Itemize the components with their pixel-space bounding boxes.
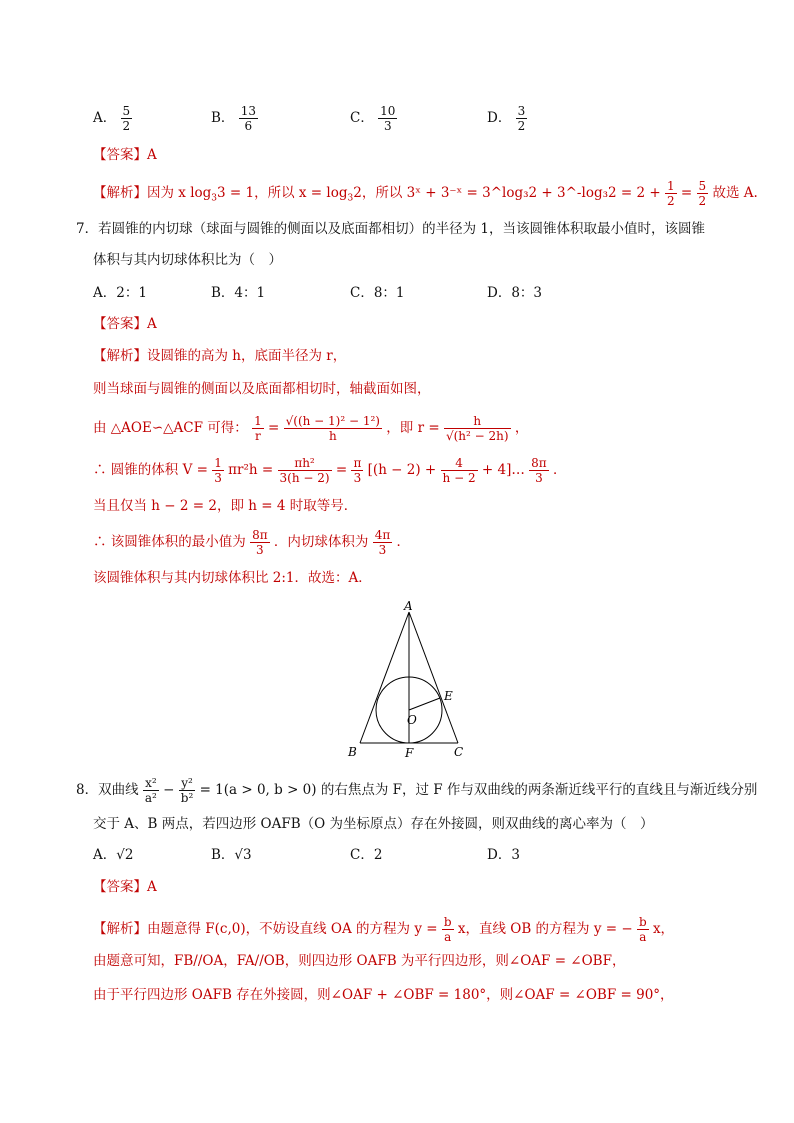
q8-stem-line2: 交于 A、B 两点，若四边形 OAFB（O 为坐标原点）存在外接圆，则双曲线的离心率为（ ） xyxy=(93,816,654,832)
q8-option-b: B．√3 xyxy=(211,847,252,863)
q7-step-2: 则当球面与圆锥的侧面以及底面都相切时，轴截面如图， xyxy=(93,381,431,397)
label-F: F xyxy=(405,746,414,760)
q7-option-b: B．4：1 xyxy=(211,285,266,301)
q8-answer: 【答案】A xyxy=(93,879,157,895)
q7-step-3: 由 △AOE∽△ACF 可得： $\frac{1}{r}$ = $\frac{\text{√((h − 1)² − 1²)}}{h}$ ，即 r = $\frac{h}{\text{√(h² − 2h)}}$ ， xyxy=(93,414,529,443)
q6-option-b: B． $\frac{13}{6}$ xyxy=(211,104,256,133)
q8-step-3: 由于平行四边形 OAFB 存在外接圆，则∠OAF + ∠OBF = 180°，则∠OAF = ∠OBF = 90°， xyxy=(93,987,674,1003)
q8-stem-line1: 8．双曲线 $\frac{\text{x²}}{\text{a²}}$ − $\frac{\text{y²}}{\text{b²}}$ = 1(a > 0, b > 0) 的右焦点为 F，过 F 作与双曲线的两条渐近线平行的直线且与渐近线分别 xyxy=(76,776,758,805)
q7-option-d: D．8：3 xyxy=(487,285,543,301)
q7-step-5: 当且仅当 h − 2 = 2，即 h = 4 时取等号． xyxy=(93,498,358,514)
q7-step-6: ∴ 该圆锥体积的最小值为 $\frac{8\pi}{3}$ ．内切球体积为 $\frac{4\pi}{3}$ ． xyxy=(93,528,411,557)
q8-option-d: D．3 xyxy=(487,847,520,863)
q7-stem-line2: 体积与其内切球体积比为（ ） xyxy=(93,252,282,268)
cone-cross-section-figure xyxy=(340,596,480,764)
label-O: O xyxy=(407,713,417,727)
q6-option-a: A． $\frac{5}{2}$ xyxy=(93,104,131,133)
q7-option-c: C．8：1 xyxy=(350,285,405,301)
radius-OE xyxy=(409,698,440,710)
q8-step-1: 【解析】由题意得 F(c,0)，不妨设直线 OA 的方程为 y = $\frac{b}{a}$ x，直线 OB 的方程为 y = − $\frac{b}{a}$ x， xyxy=(93,915,675,944)
q8-step-2: 由题意可知，FB//OA，FA//OB，则四边形 OAFB 为平行四边形，则∠OAF = ∠OBF， xyxy=(93,953,626,969)
label-B: B xyxy=(348,745,357,759)
q8-option-c: C．2 xyxy=(350,847,383,863)
q7-option-a: A．2：1 xyxy=(93,285,147,301)
q7-step-7: 该圆锥体积与其内切球体积比 2:1．故选：A． xyxy=(93,570,372,586)
q7-step-1: 【解析】设圆锥的高为 h，底面半径为 r， xyxy=(93,348,347,364)
q6-option-d: D． $\frac{3}{2}$ xyxy=(487,104,526,133)
q7-step-4: ∴ 圆锥的体积 V = $\frac{1}{3}$ πr²h = $\frac{\text{πh²}}{3(h - 2)}$ = $\frac{\pi}{3}$ [(h − 2) + $\frac{4}{h - 2}$ + 4]… $\frac{8\pi}{3}$ ． xyxy=(93,456,567,485)
q6-option-c: C． $\frac{10}{3}$ xyxy=(350,104,396,133)
q6-explanation: 【解析】因为 x $\log_33 = 1$，所以 $x = \log_32$，所以 3ˣ + 3⁻ˣ = 3^log₃2 + 3^-log₃2 = 2 + $\frac{1}{2}$ = $\frac{5}{2}$ 故选 A. xyxy=(93,179,758,208)
q7-answer: 【答案】A xyxy=(93,316,157,332)
q8-option-a: A．√2 xyxy=(93,847,134,863)
q7-stem-line1: 7．若圆锥的内切球（球面与圆锥的侧面以及底面都相切）的半径为 1，当该圆锥体积取最小值时，该圆锥 xyxy=(76,221,705,237)
label-E: E xyxy=(444,689,453,703)
q6-answer: 【答案】A xyxy=(93,147,157,163)
label-C: C xyxy=(454,745,464,759)
label-A: A xyxy=(404,599,413,613)
